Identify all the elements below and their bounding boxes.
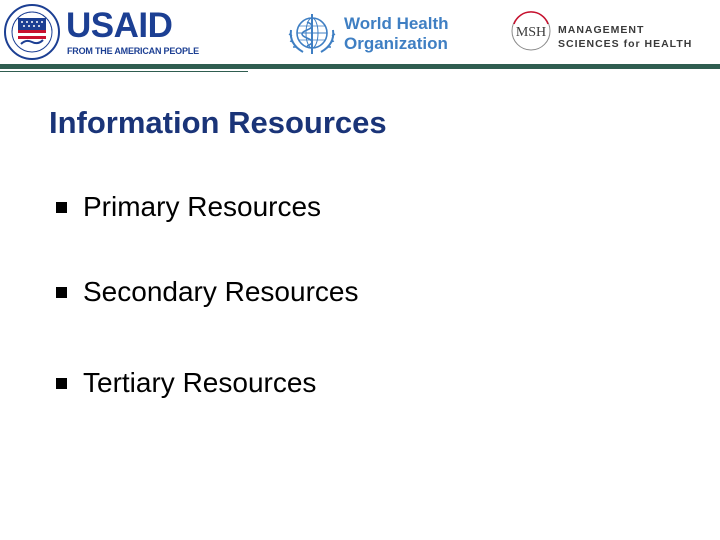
bullet-text: Tertiary Resources xyxy=(83,367,317,398)
bullet-text: Primary Resources xyxy=(83,191,322,222)
square-bullet-icon xyxy=(56,287,67,298)
square-bullet-icon xyxy=(56,378,67,389)
bullet-item xyxy=(56,190,321,224)
bullet-item xyxy=(56,366,316,400)
msh-name-line1: MANAGEMENT xyxy=(558,24,645,36)
msh-mark-text: MSH xyxy=(515,25,547,40)
bullet-item xyxy=(56,275,358,309)
slide-title: Information Resources xyxy=(49,105,387,140)
msh-name-line2: SCIENCES for HEALTH xyxy=(558,38,693,50)
who-name-line1: World Health xyxy=(344,14,449,33)
who-name-line2: Organization xyxy=(344,34,448,53)
square-bullet-icon xyxy=(56,202,67,213)
bullet-text: Secondary Resources xyxy=(83,276,359,307)
usaid-wordmark: USAID xyxy=(66,6,173,45)
usaid-tagline: FROM THE AMERICAN PEOPLE xyxy=(67,46,199,56)
